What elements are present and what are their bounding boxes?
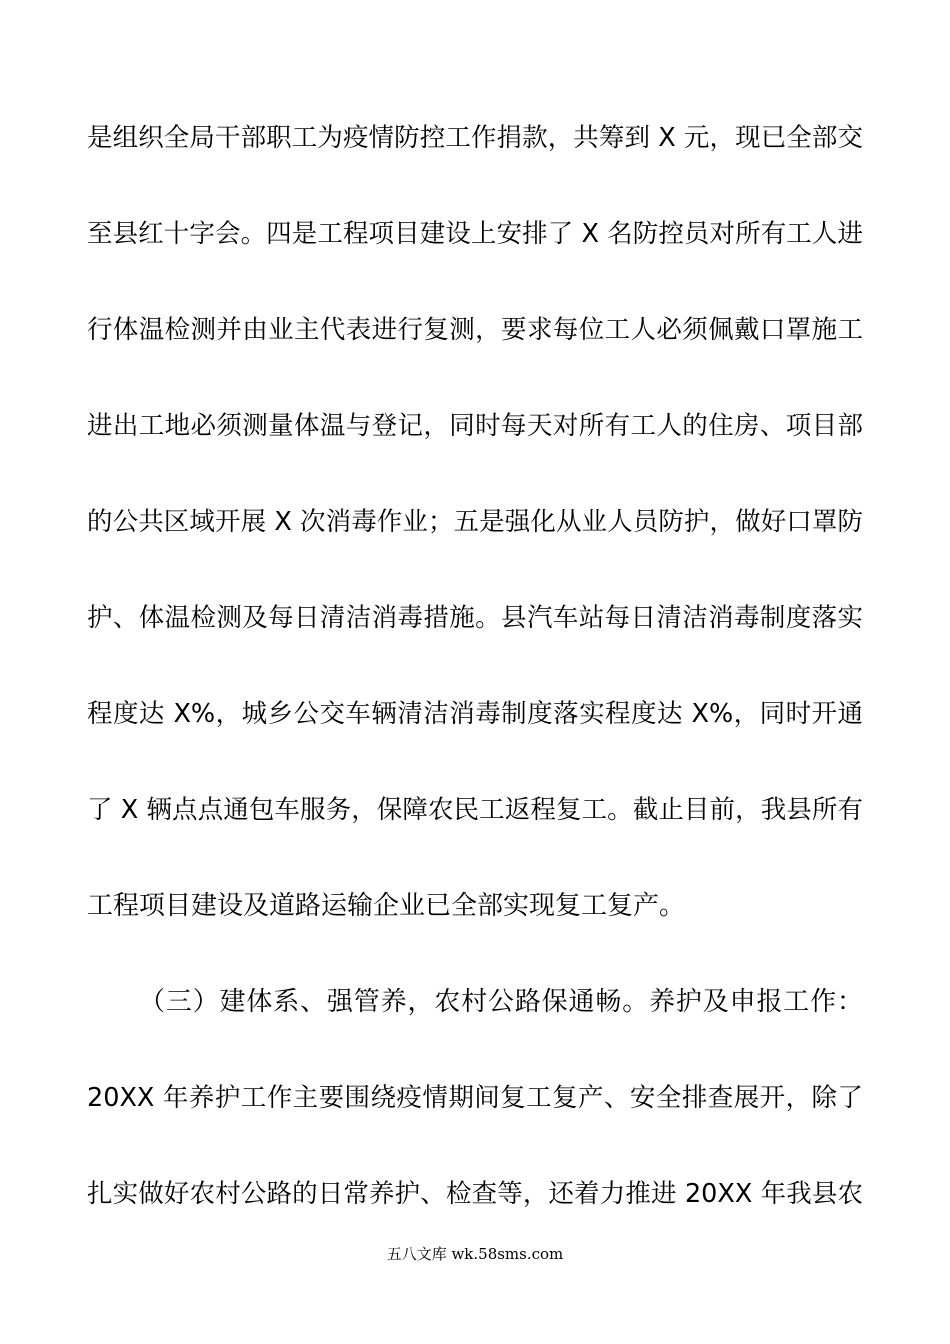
- text-line: 工程项目建设及道路运输企业已全部实现复工复产。: [87, 891, 686, 921]
- text-line: 了 X 辆点点通包车服务，保障农民工返程复工。截止目前，我县所有: [87, 795, 863, 825]
- text-line: 程度达 X%，城乡公交车辆清洁消毒制度落实程度达 X%，同时开通: [87, 699, 863, 729]
- text-line: 的公共区域开展 X 次消毒作业；五是强化从业人员防护，做好口罩防: [87, 507, 863, 537]
- section-heading-line: （三）建体系、强管养，农村公路保通畅。养护及申报工作：: [139, 987, 863, 1017]
- text-line: 护、体温检测及每日清洁消毒措施。县汽车站每日清洁消毒制度落实: [87, 603, 863, 633]
- text-line: 是组织全局干部职工为疫情防控工作捐款，共筹到 X 元，现已全部交: [87, 123, 863, 153]
- text-line: 进出工地必须测量体温与登记，同时每天对所有工人的住房、项目部: [87, 411, 863, 441]
- footer-watermark: 五八文库 wk.58sms.com: [386, 1245, 564, 1263]
- text-line: 扎实做好农村公路的日常养护、检查等，还着力推进 20XX 年我县农: [87, 1179, 863, 1209]
- text-line: 行体温检测并由业主代表进行复测，要求每位工人必须佩戴口罩施工: [87, 315, 863, 345]
- text-line: 20XX 年养护工作主要围绕疫情期间复工复产、安全排查展开，除了: [87, 1083, 863, 1113]
- text-line: 至县红十字会。四是工程项目建设上安排了 X 名防控员对所有工人进: [87, 219, 863, 249]
